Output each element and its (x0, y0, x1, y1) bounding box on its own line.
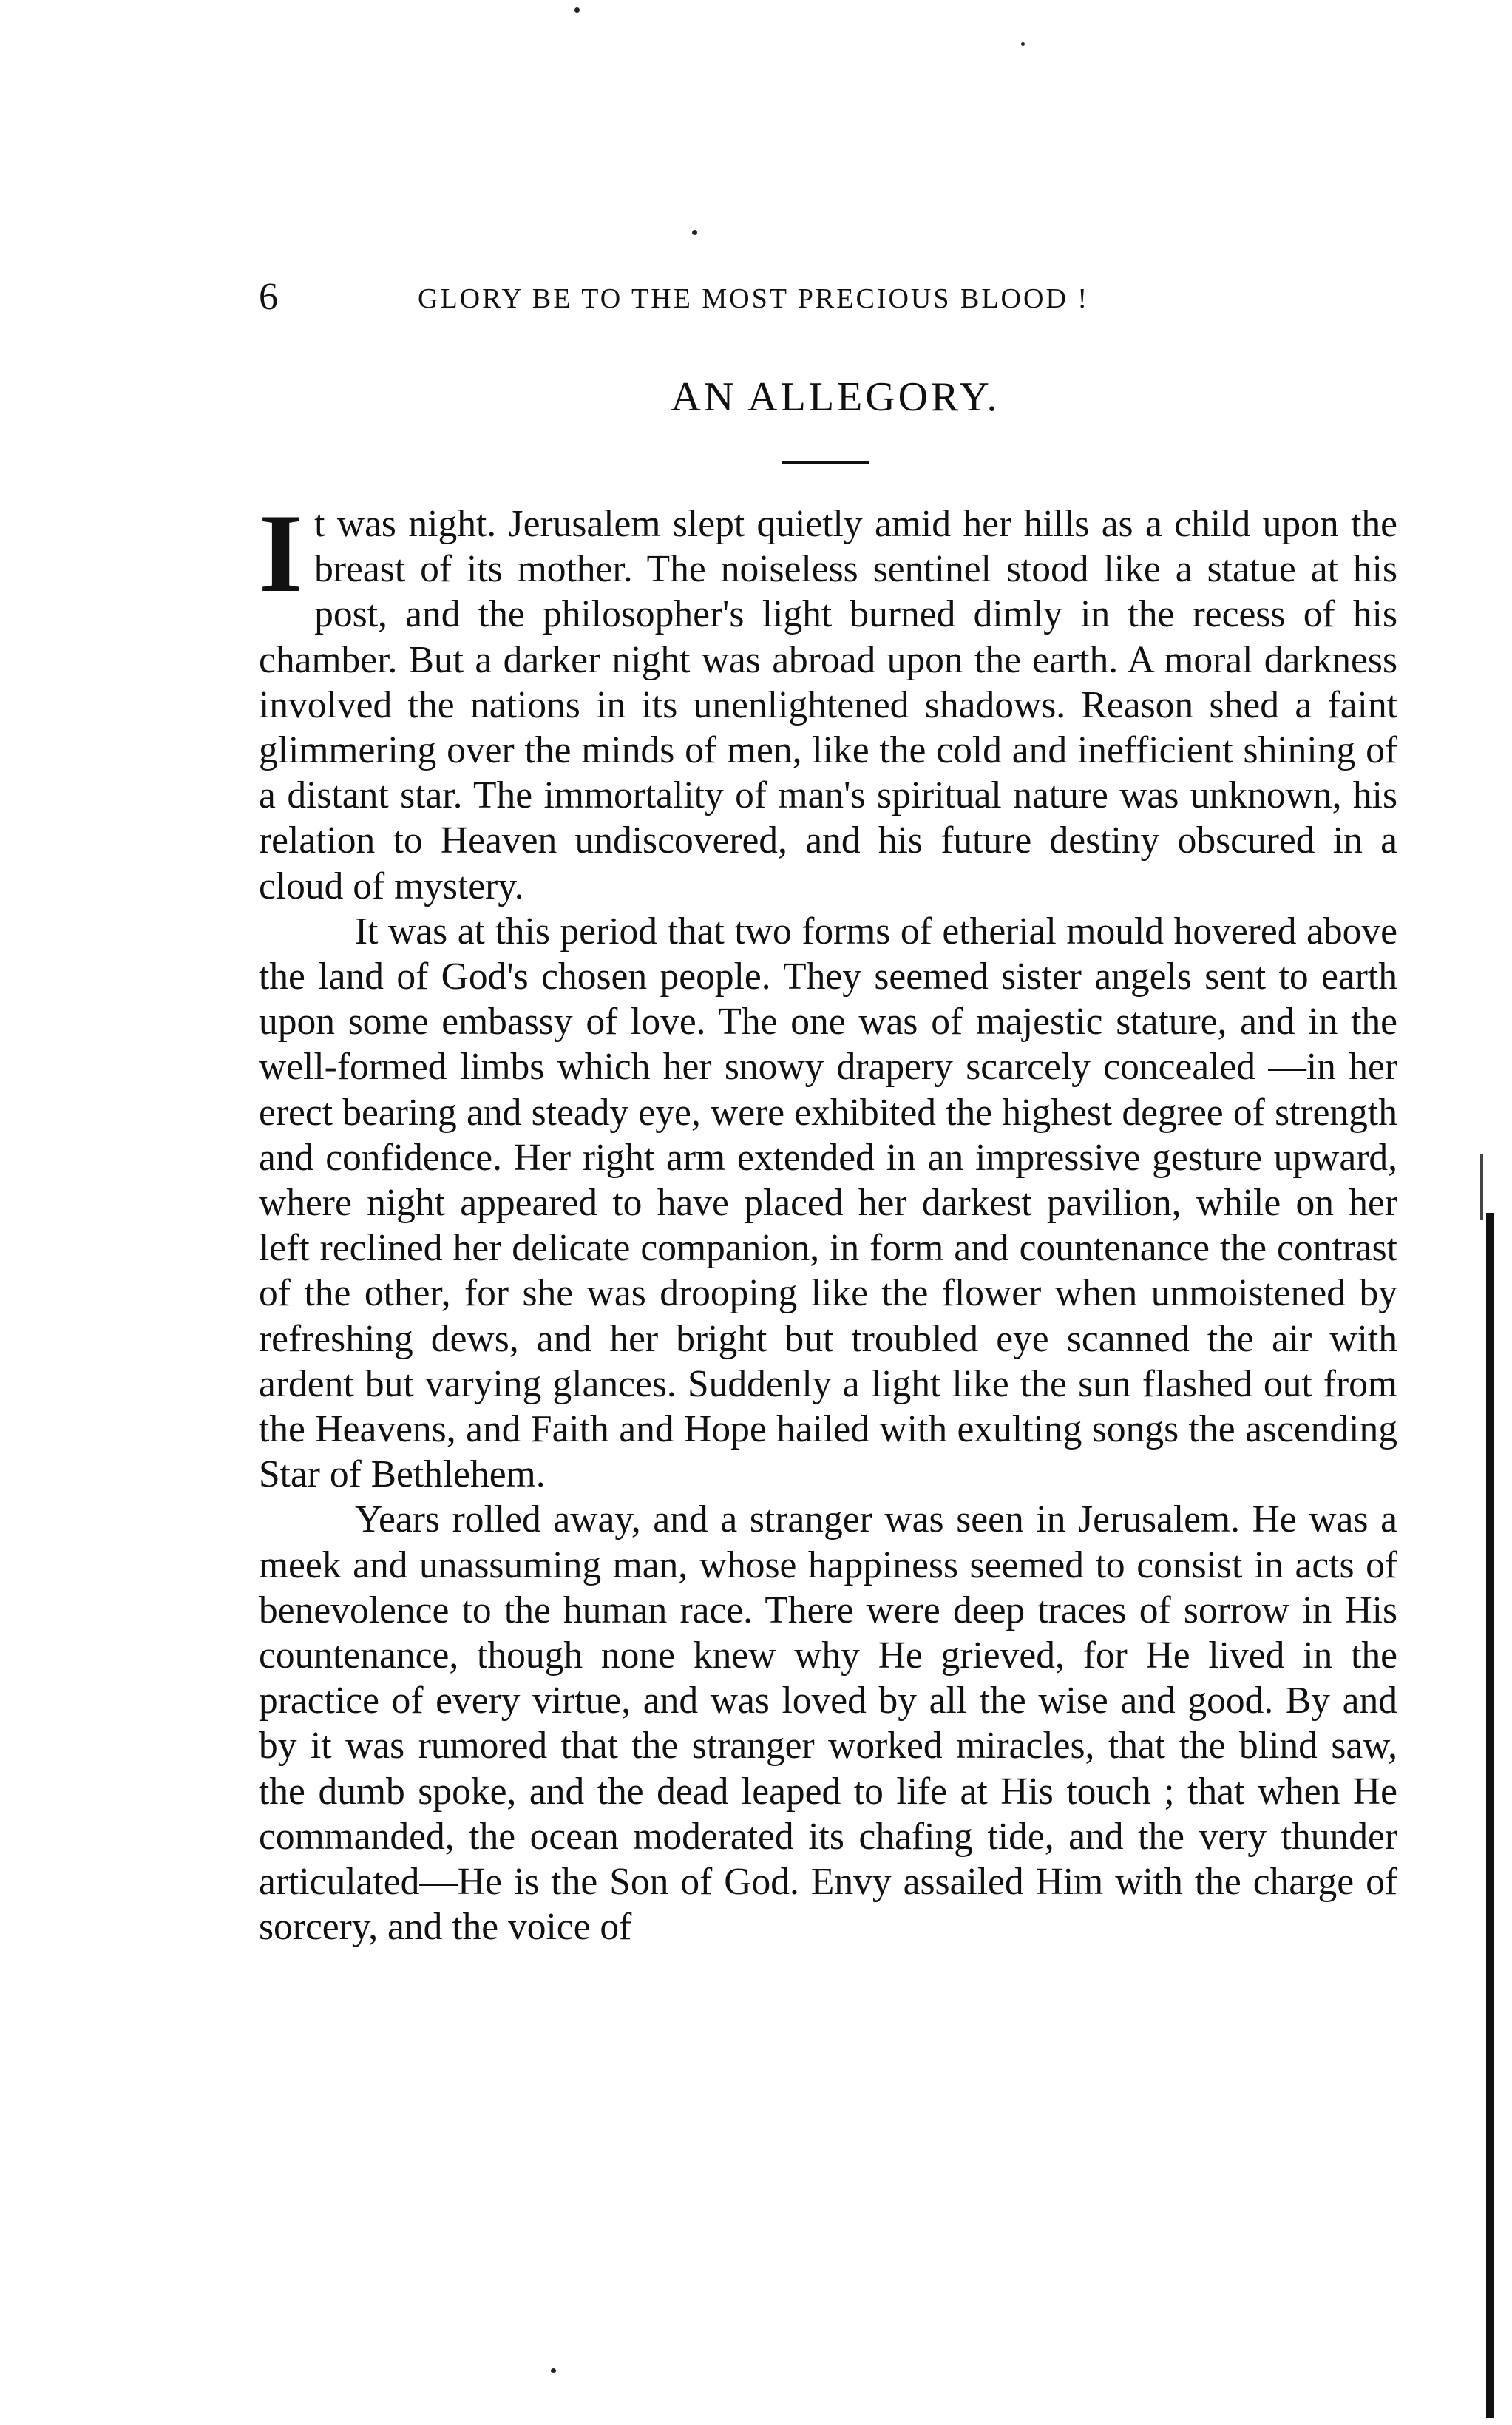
ink-speck (1021, 42, 1025, 46)
ink-speck (692, 230, 697, 235)
page-edge-mark (1480, 1154, 1483, 1220)
running-head: GLORY BE TO THE MOST PRECIOUS BLOOD ! (418, 283, 1090, 314)
title-rule (782, 461, 869, 464)
ink-speck (574, 7, 580, 13)
page-header (259, 275, 1264, 327)
paragraph: Years rolled away, and a stranger was seen in Jerusalem. He was a meek and unassuming man, whose happiness seemed to consist in acts of benevolence to the human race. There were deep traces of sorrow in His countenance, though none knew why He grieved, for He lived in the practice of every virtue, and was loved by all the wise and good. By and by it was rumored that the stranger worked miracles, that the blind saw, the dumb spoke, and the dead leaped to life at His touch ; that when He commanded, the ocean moderated its chafing tide, and the very thunder articulated—He is the Son of God. Envy assailed Him with the charge of sorcery, and the voice of (259, 1498, 1397, 1949)
paragraph: It was night. Jerusalem slept quietly amid her hills as a child upon the breast of its mother. The noiseless sentinel stood like a statue at his post, and the philosopher's light burned dimly in the recess of his chamber. But a darker night was abroad upon the earth. A moral darkness involved the nations in its unenlightened shadows. Reason shed a faint glimmering over the minds of men, like the cold and inefficient shining of a distant star. The immortality of man's spiritual nature was unknown, his relation to Heaven undiscovered, and his future destiny obscured in a cloud of mystery. (259, 491, 1397, 907)
page-number: 6 (259, 276, 278, 318)
chapter-title: AN ALLEGORY. (671, 374, 1000, 420)
paragraph: It was at this period that two forms of etherial mould hovered above the land of God's chosen people. They seemed sister angels sent to earth upon some embassy of love. The one was of majestic stature, and in the well-formed limbs which her snowy drapery scarcely concealed —in her erect bearing and steady eye, were exhibited the highest degree of strength and confidence. Her right arm extended in an impressive gesture upward, where night appeared to have placed her darkest pavilion, while on her left reclined her delicate companion, in form and countenance the contrast of the other, for she was drooping like the flower when unmoistened by refreshing dews, and her bright but troubled eye scanned the air with ardent but varying glances. Suddenly a light like the sun flashed out from the Heavens, and Faith and Hope hailed with exulting songs the ascending Star of Bethlehem. (259, 910, 1397, 1496)
body-text (259, 491, 1397, 1950)
ink-speck (551, 2368, 556, 2373)
page-edge-shadow (1486, 1213, 1494, 2418)
